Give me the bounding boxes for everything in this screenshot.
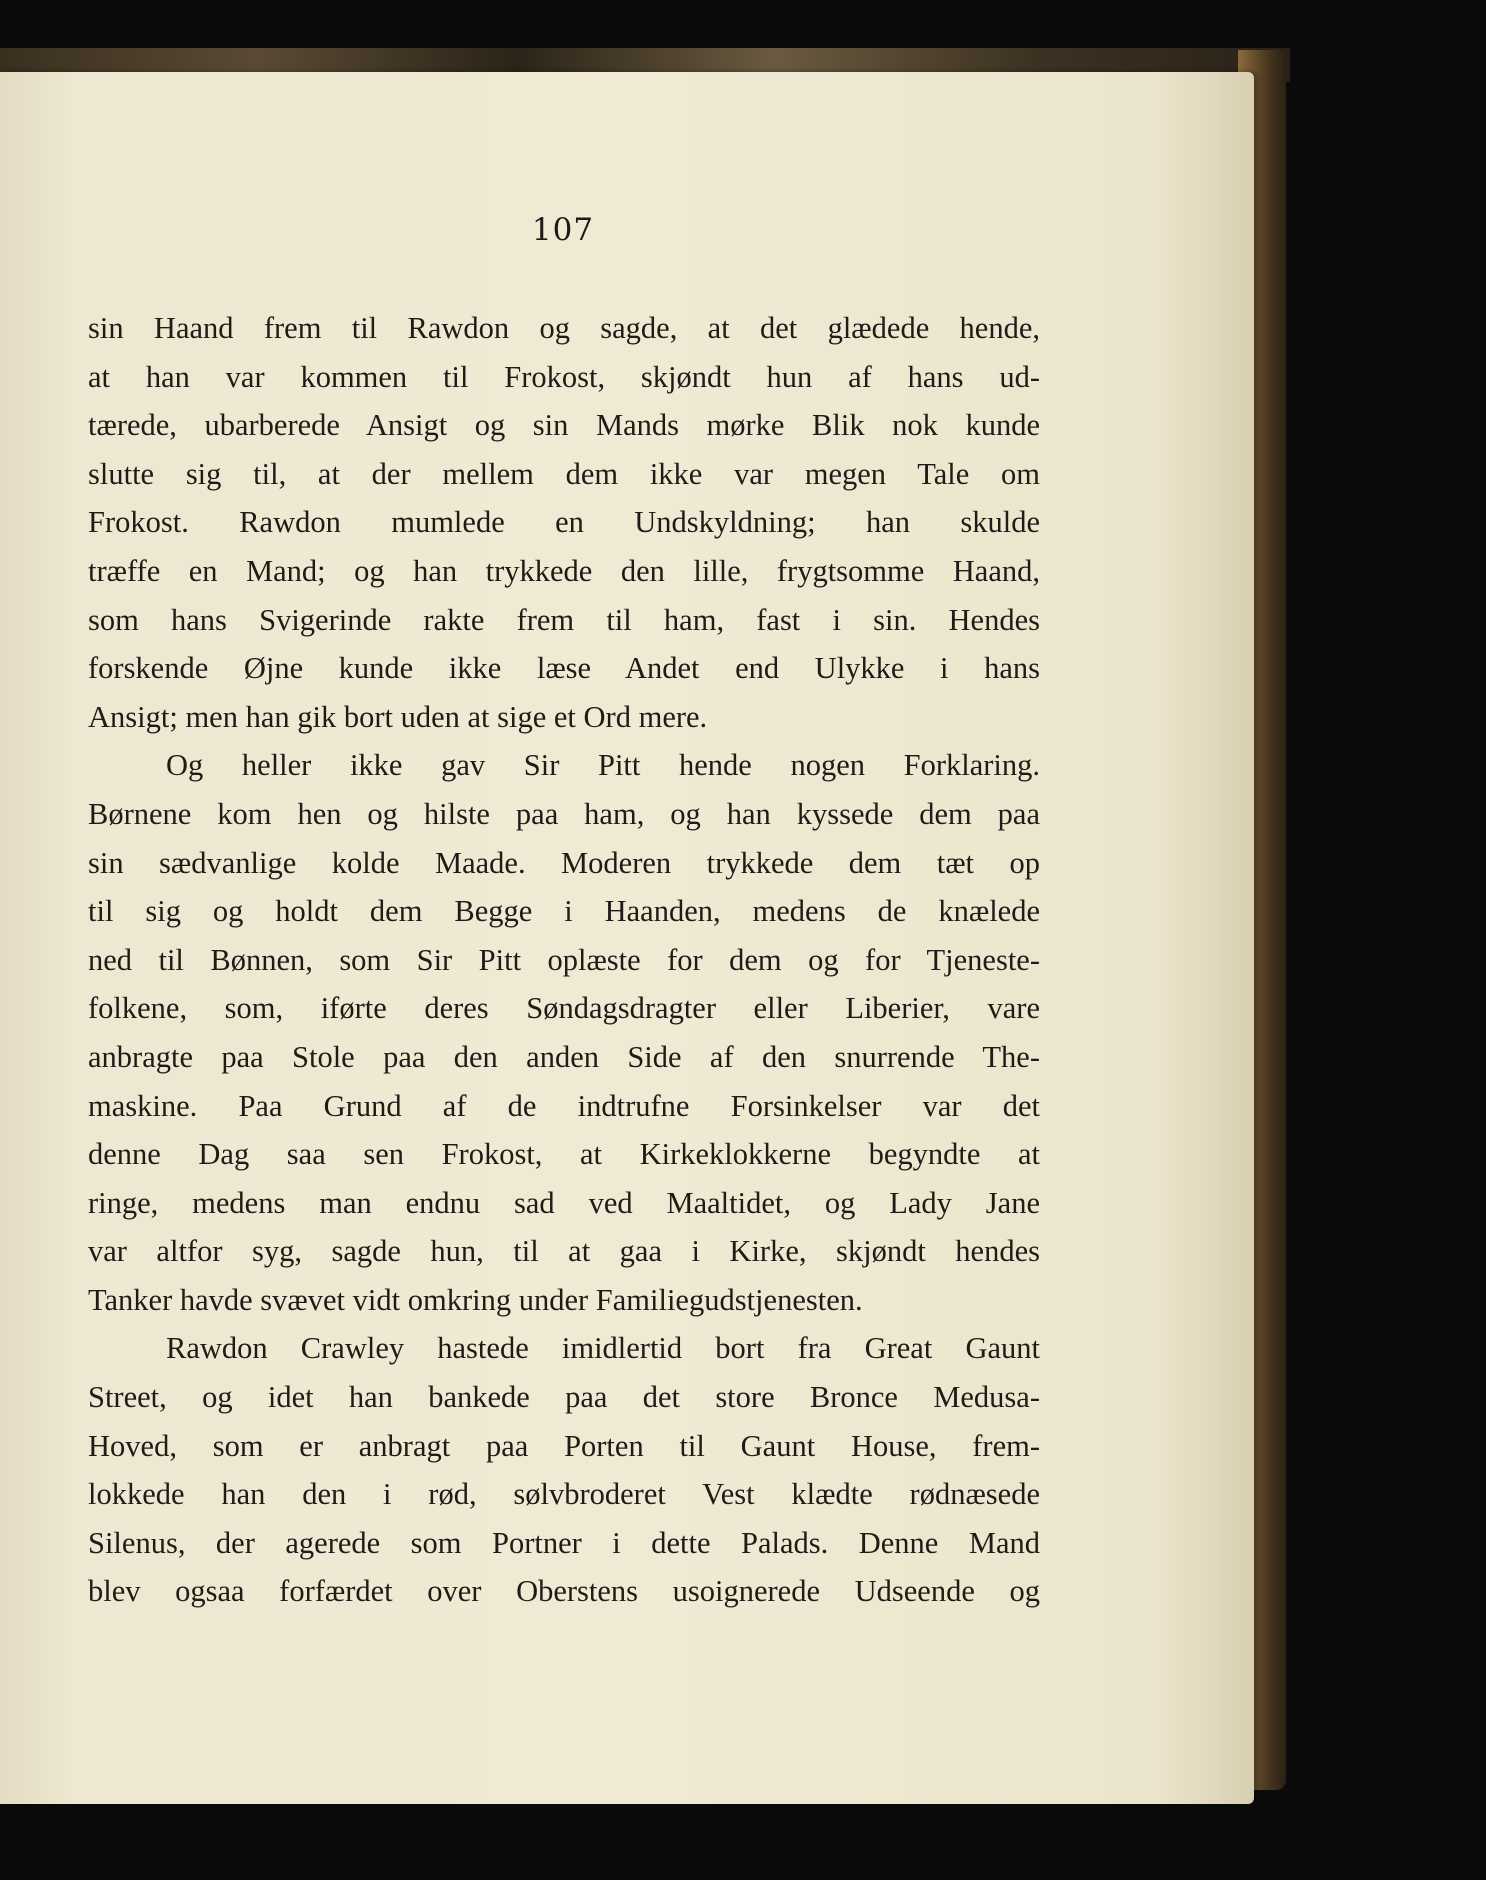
text-line: Børnene kom hen og hilste paa ham, og han kyssede dem paa (88, 796, 1040, 831)
text-line: Tanker havde svævet vidt omkring under Familiegudstjenesten. (88, 1282, 863, 1317)
text-line: denne Dag saa sen Frokost, at Kirkeklokkerne begyndte at (88, 1137, 1040, 1172)
text-line: til sig og holdt dem Begge i Haanden, medens de knælede (88, 894, 1040, 929)
text-line: som hans Svigerinde rakte frem til ham, fast i sin. Hendes (88, 602, 1040, 637)
text-line: Hoved, som er anbragt paa Porten til Gaunt House, frem- (88, 1428, 1040, 1463)
text-line: træffe en Mand; og han trykkede den lille, frygtsomme Haand, (88, 553, 1040, 588)
text-line: Rawdon Crawley hastede imidlertid bort fra Great Gaunt (166, 1331, 1040, 1366)
text-line: tærede, ubarberede Ansigt og sin Mands mørke Blik nok kunde (88, 408, 1040, 443)
text-line: forskende Øjne kunde ikke læse Andet end Ulykke i hans (88, 651, 1040, 686)
text-line: lokkede han den i rød, sølvbroderet Vest klædte rødnæsede (88, 1477, 1040, 1512)
page-number: 107 (531, 212, 595, 248)
text-line: blev ogsaa forfærdet over Oberstens usoignerede Udseende og (88, 1574, 1040, 1609)
text-line: var altfor syg, sagde hun, til at gaa i Kirke, skjøndt hendes (88, 1234, 1040, 1269)
text-line: maskine. Paa Grund af de indtrufne Forsinkelser var det (88, 1088, 1040, 1123)
text-line: slutte sig til, at der mellem dem ikke var megen Tale om (88, 456, 1040, 491)
text-line: Og heller ikke gav Sir Pitt hende nogen Forklaring. (166, 748, 1040, 783)
text-line: ringe, medens man endnu sad ved Maaltidet, og Lady Jane (88, 1185, 1040, 1220)
text-line: sin Haand frem til Rawdon og sagde, at det glædede hende, (88, 311, 1040, 345)
book-page (0, 72, 1254, 1804)
body-text (88, 304, 1040, 1616)
text-line: Frokost. Rawdon mumlede en Undskyldning; han skulde (88, 505, 1040, 540)
text-line: Street, og idet han bankede paa det store Bronce Medusa- (88, 1380, 1040, 1415)
text-line: sin sædvanlige kolde Maade. Moderen trykkede dem tæt op (88, 845, 1040, 880)
text-line: at han var kommen til Frokost, skjøndt hun af hans ud- (88, 359, 1040, 394)
text-line: folkene, som, iførte deres Søndagsdragter eller Liberier, vare (88, 991, 1040, 1026)
text-line: Ansigt; men han gik bort uden at sige et Ord mere. (88, 699, 708, 734)
text-line: anbragte paa Stole paa den anden Side af den snurrende The- (88, 1039, 1040, 1074)
text-line: Silenus, der agerede som Portner i dette Palads. Denne Mand (88, 1525, 1040, 1560)
text-line: ned til Bønnen, som Sir Pitt oplæste for dem og for Tjeneste- (88, 942, 1040, 977)
